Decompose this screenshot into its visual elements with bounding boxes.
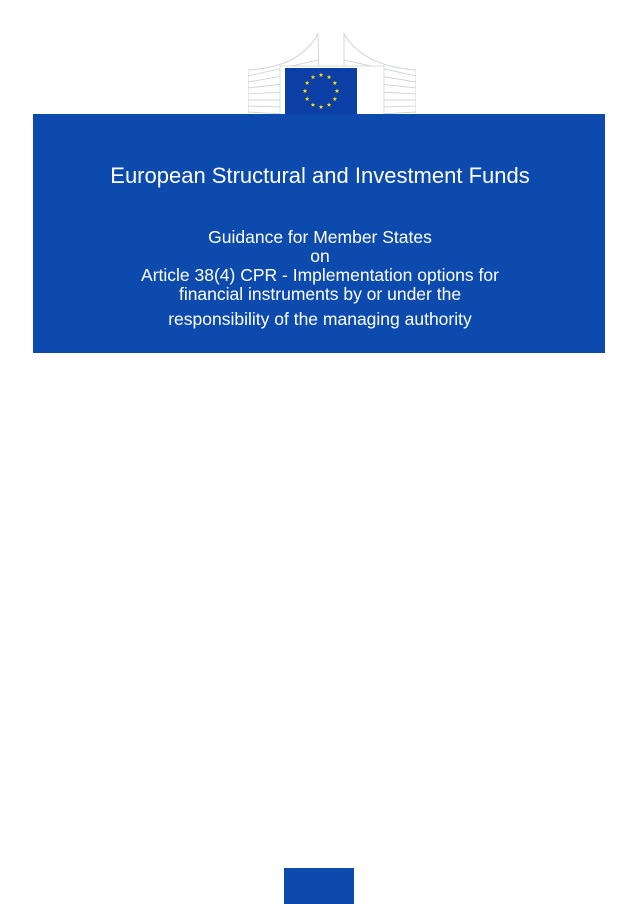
footer-block [284,868,354,904]
guidance-line: Guidance for Member States [208,227,432,247]
guidance-line: Article 38(4) CPR - Implementation options for [141,265,499,285]
guidance-line: responsibility of the managing authority [168,309,472,329]
guidance-line: on [310,246,330,266]
series-title: European Structural and Investment Funds [110,163,530,188]
guidance-title [0,228,640,329]
guidance-line: financial instruments by or under the [178,284,462,304]
